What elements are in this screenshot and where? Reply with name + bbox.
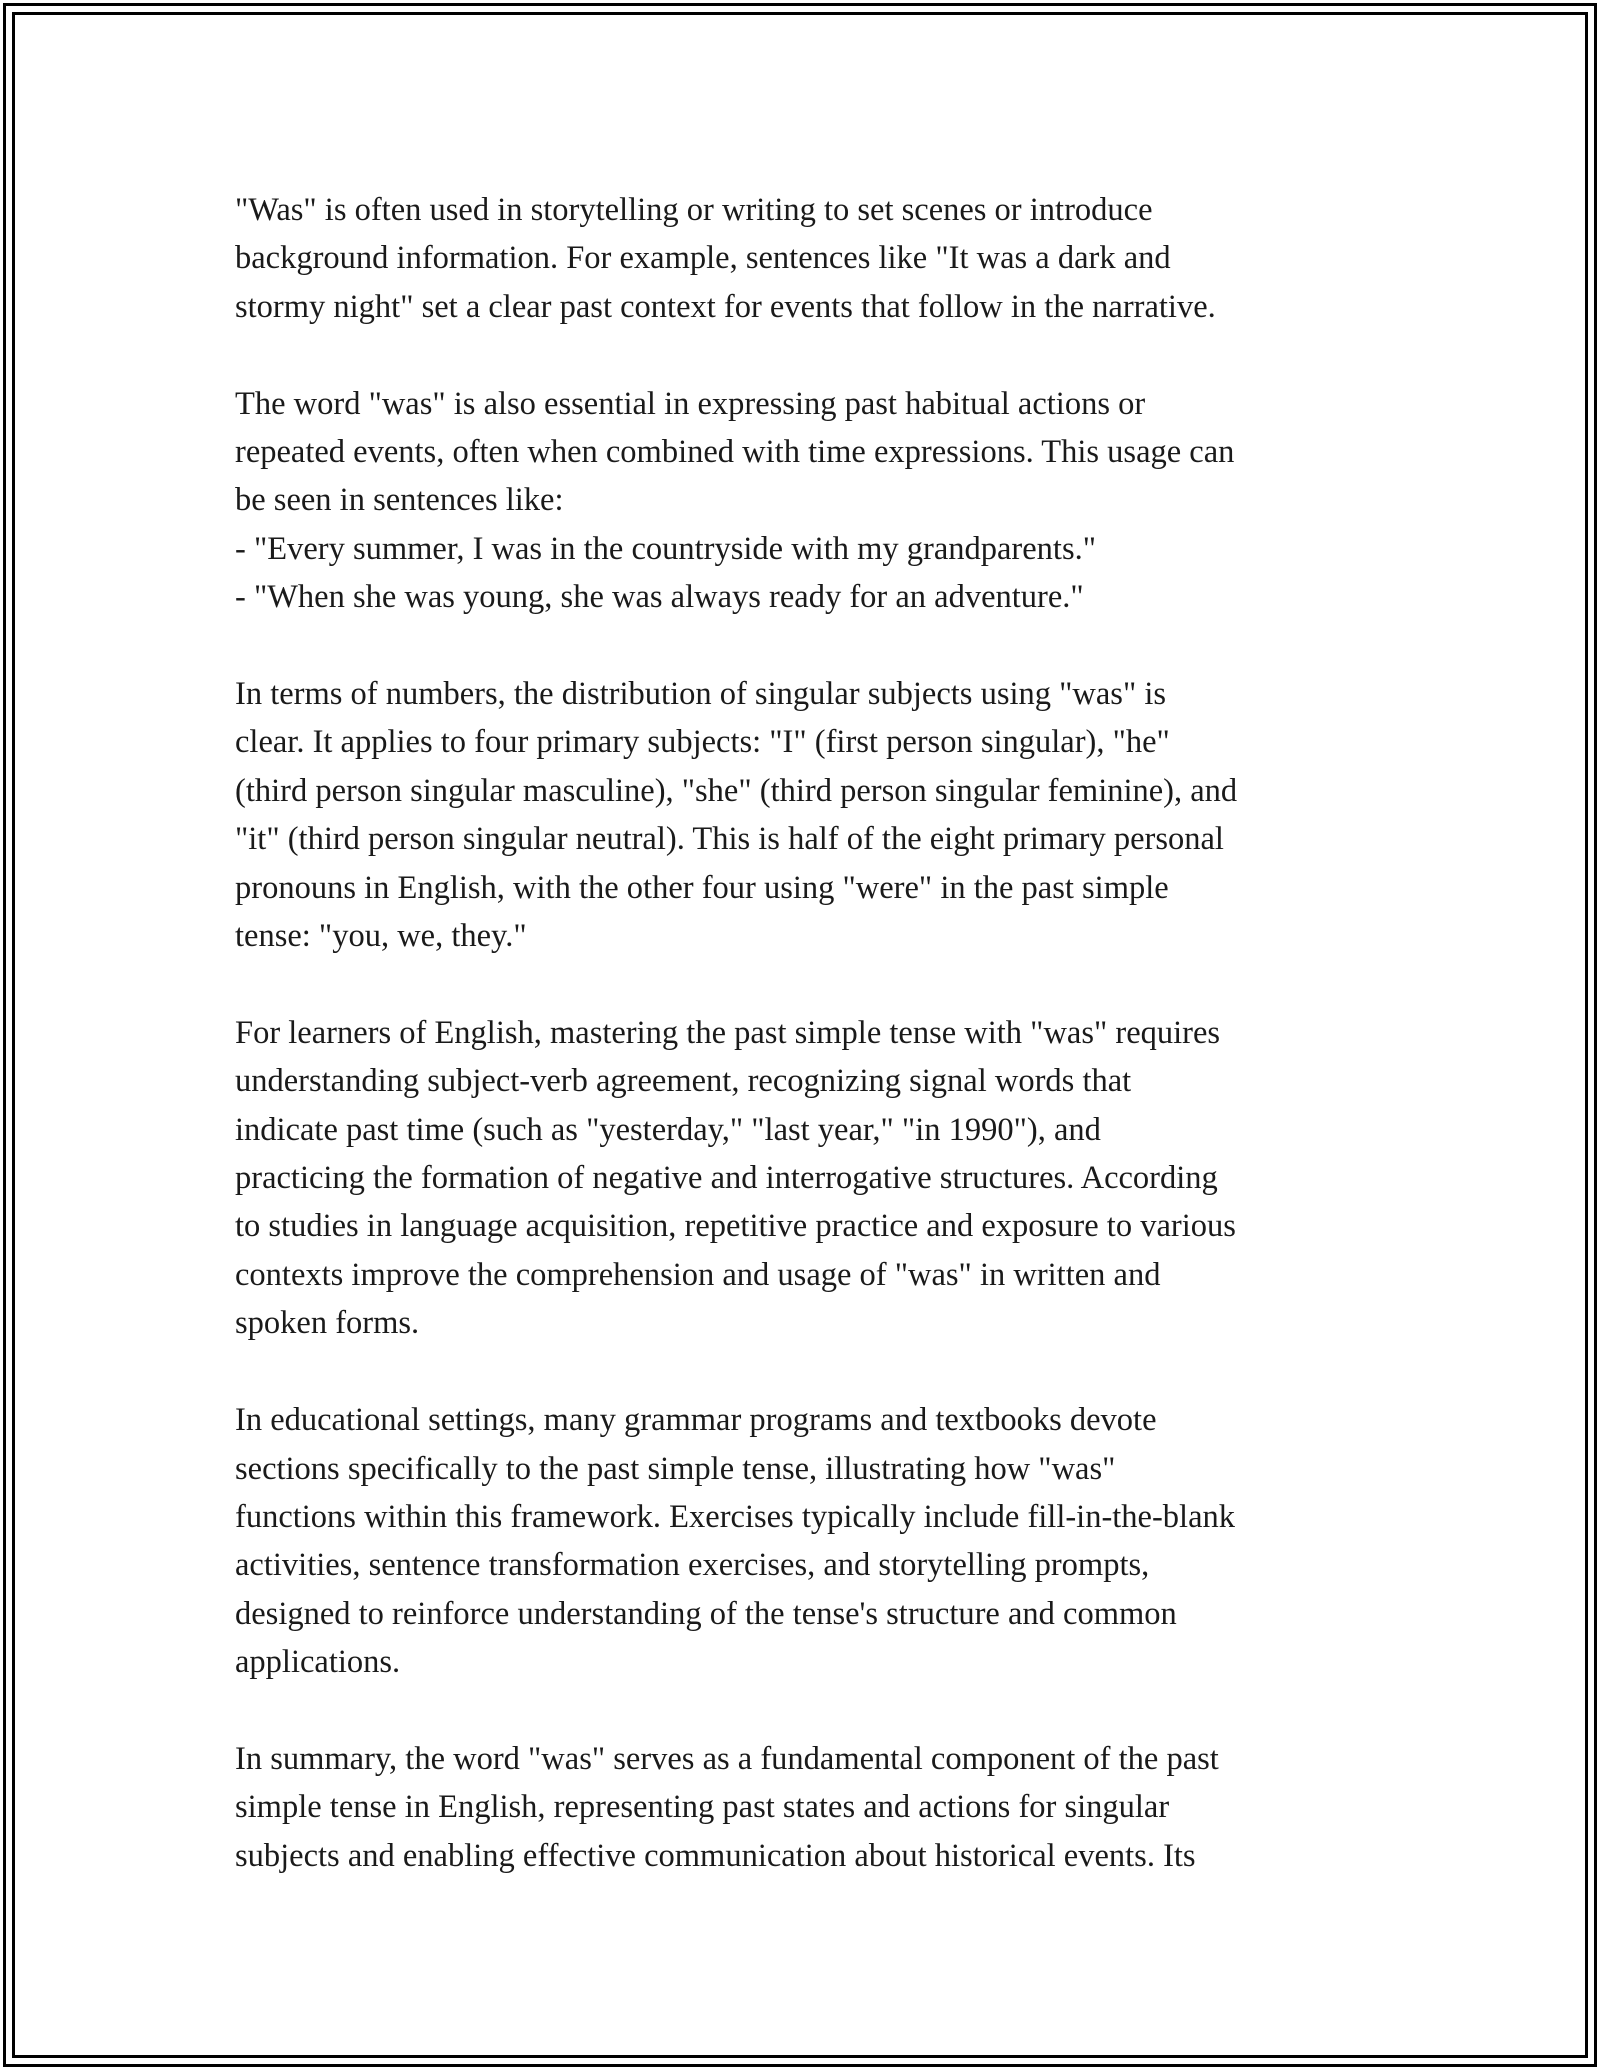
text-line: spoken forms. <box>235 1305 420 1342</box>
text-line: subjects and enabling effective communication about historical events. Its <box>235 1837 1196 1874</box>
text-line: applications. <box>235 1644 401 1681</box>
text-line: functions within this framework. Exercises typically include fill-in-the-blank <box>235 1498 1236 1535</box>
text-line: contexts improve the comprehension and usage of "was" in written and <box>235 1256 1161 1293</box>
paragraph-learners <box>235 1009 1385 1348</box>
text-line: "Was" is often used in storytelling or writing to set scenes or introduce <box>235 192 1153 228</box>
text-line: be seen in sentences like: <box>235 482 564 519</box>
text-line: to studies in language acquisition, repetitive practice and exposure to various <box>235 1208 1236 1245</box>
text-line: practicing the formation of negative and interrogative structures. According <box>235 1160 1218 1197</box>
text-line: In summary, the word "was" serves as a fundamental component of the past <box>235 1740 1219 1777</box>
text-line: In educational settings, many grammar programs and textbooks devote <box>235 1402 1157 1439</box>
text-line: For learners of English, mastering the past simple tense with "was" requires <box>235 1014 1221 1051</box>
text-line: The word "was" is also essential in expressing past habitual actions or <box>235 385 1146 422</box>
text-line: stormy night" set a clear past context for events that follow in the narrative. <box>235 288 1216 325</box>
text-line: activities, sentence transformation exercises, and storytelling prompts, <box>235 1547 1150 1584</box>
paragraph-educational-settings <box>235 1396 1385 1686</box>
text-line: designed to reinforce understanding of the tense's structure and common <box>235 1595 1177 1632</box>
paragraph-summary <box>235 1735 1385 1880</box>
example-line: - "When she was young, she was always ready for an adventure." <box>235 579 1084 616</box>
text-line: simple tense in English, representing past states and actions for singular <box>235 1789 1170 1826</box>
text-line: pronouns in English, with the other four using "were" in the past simple <box>235 869 1169 906</box>
text-line: (third person singular masculine), "she" (third person singular feminine), and <box>235 772 1238 809</box>
text-line: clear. It applies to four primary subjects: "I" (first person singular), "he" <box>235 724 1170 761</box>
paragraph-habitual-actions <box>235 380 1385 622</box>
paragraph-singular-subjects <box>235 670 1385 960</box>
text-line: tense: "you, we, they." <box>235 918 527 955</box>
paragraph-storytelling <box>235 186 1385 331</box>
text-line: "it" (third person singular neutral). This is half of the eight primary personal <box>235 821 1224 858</box>
text-line: In terms of numbers, the distribution of singular subjects using "was" is <box>235 676 1167 713</box>
text-line: sections specifically to the past simple tense, illustrating how "was" <box>235 1450 1116 1487</box>
document-body <box>235 186 1385 1929</box>
text-line: repeated events, often when combined with time expressions. This usage can <box>235 434 1235 471</box>
text-line: indicate past time (such as "yesterday," "last year," "in 1990"), and <box>235 1111 1101 1148</box>
text-line: understanding subject-verb agreement, recognizing signal words that <box>235 1063 1132 1100</box>
text-line: background information. For example, sentences like "It was a dark and <box>235 240 1171 277</box>
example-line: - "Every summer, I was in the countryside with my grandparents." <box>235 530 1096 567</box>
